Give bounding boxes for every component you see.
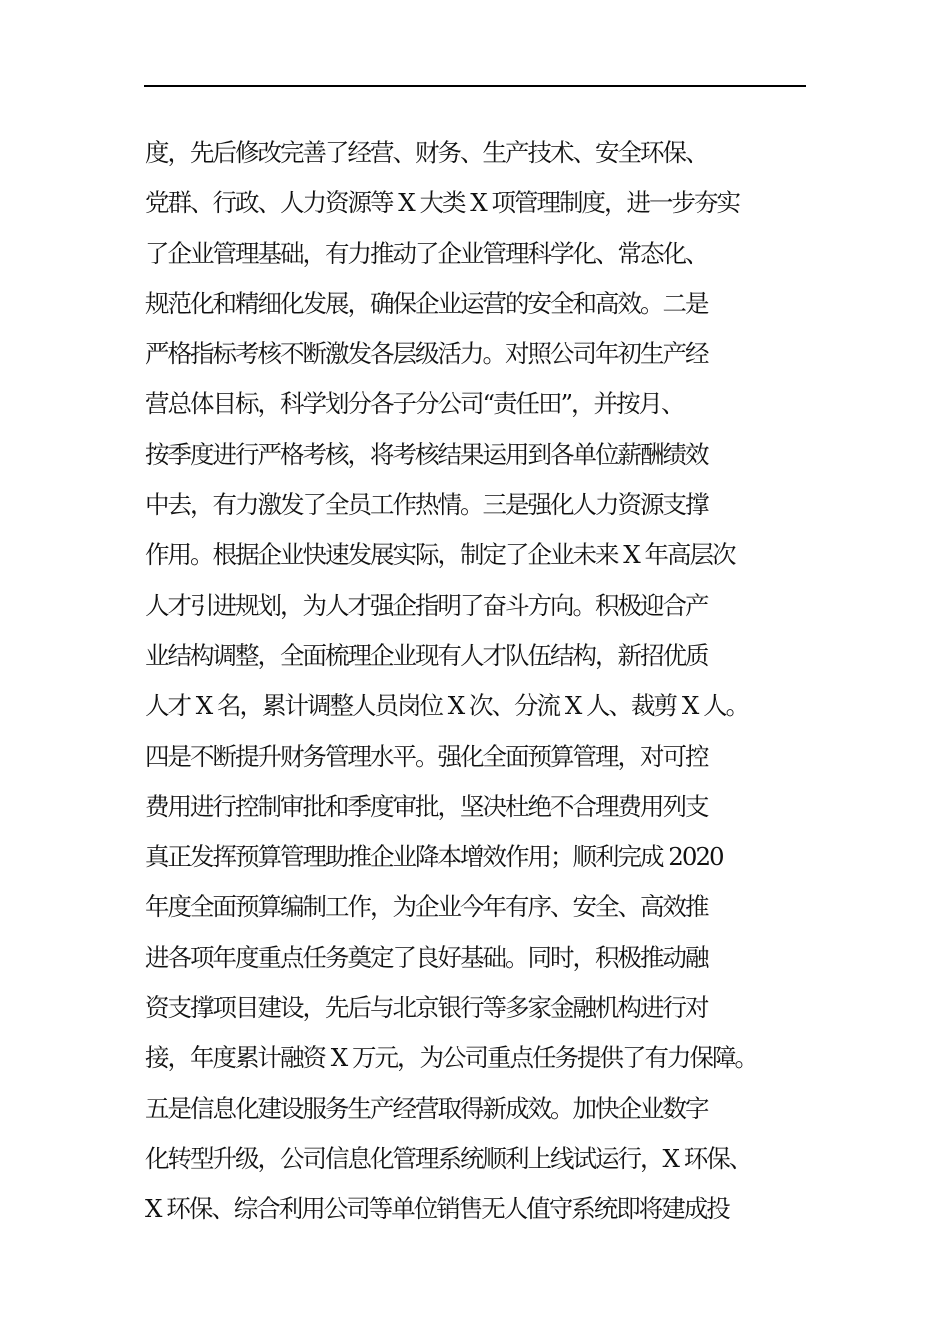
text-line: 营总体目标，科学划分各子分公司“责任田”，并按月、	[145, 389, 684, 419]
text-line: 作用。根据企业快速发展实际，制定了企业未来 X 年高层次	[145, 540, 735, 570]
text-line: 费用进行控制审批和季度审批，坚决杜绝不合理费用列支	[145, 791, 708, 821]
text-line: 严格指标考核不断激发各层级活力。对照公司年初生产经	[145, 339, 708, 369]
text-line: 真正发挥预算管理助推企业降本增效作用；顺利完成 2020	[145, 842, 723, 872]
text-line: 了企业管理基础，有力推动了企业管理科学化、常态化、	[145, 238, 708, 268]
text-line: 接，年度累计融资 X 万元，为公司重点任务提供了有力保障。	[145, 1043, 758, 1073]
text-line: 四是不断提升财务管理水平。强化全面预算管理，对可控	[145, 741, 708, 771]
text-line: 化转型升级，公司信息化管理系统顺利上线试运行，X 环保、	[145, 1143, 752, 1173]
text-line: 度，先后修改完善了经营、财务、生产技术、安全环保、	[145, 138, 708, 167]
text-line: 人才引进规划，为人才强企指明了奋斗方向。积极迎合产	[145, 590, 708, 620]
text-line: 党群、行政、人力资源等 X 大类 X 项管理制度，进一步夯实	[145, 188, 740, 218]
header-rule	[144, 85, 806, 87]
text-line: 中去，有力激发了全员工作热情。三是强化人力资源支撑	[145, 490, 708, 520]
text-line: 业结构调整，全面梳理企业现有人才队伍结构，新招优质	[145, 640, 708, 670]
text-line: X 环保、综合利用公司等单位销售无人值守系统即将建成投	[145, 1194, 729, 1224]
text-line: 年度全面预算编制工作，为企业今年有序、安全、高效推	[145, 892, 708, 922]
text-line: 进各项年度重点任务奠定了良好基础。同时，积极推动融	[145, 942, 708, 972]
text-line: 五是信息化建设服务生产经营取得新成效。加快企业数字	[145, 1093, 708, 1123]
body-text	[145, 128, 815, 1235]
text-line: 按季度进行严格考核，将考核结果运用到各单位薪酬绩效	[145, 439, 708, 469]
text-line: 规范化和精细化发展，确保企业运营的安全和高效。二是	[145, 288, 708, 318]
text-line: 人才 X 名，累计调整人员岗位 X 次、分流 X 人、裁剪 X 人。	[145, 691, 749, 721]
text-line: 资支撑项目建设，先后与北京银行等多家金融机构进行对	[145, 993, 708, 1023]
